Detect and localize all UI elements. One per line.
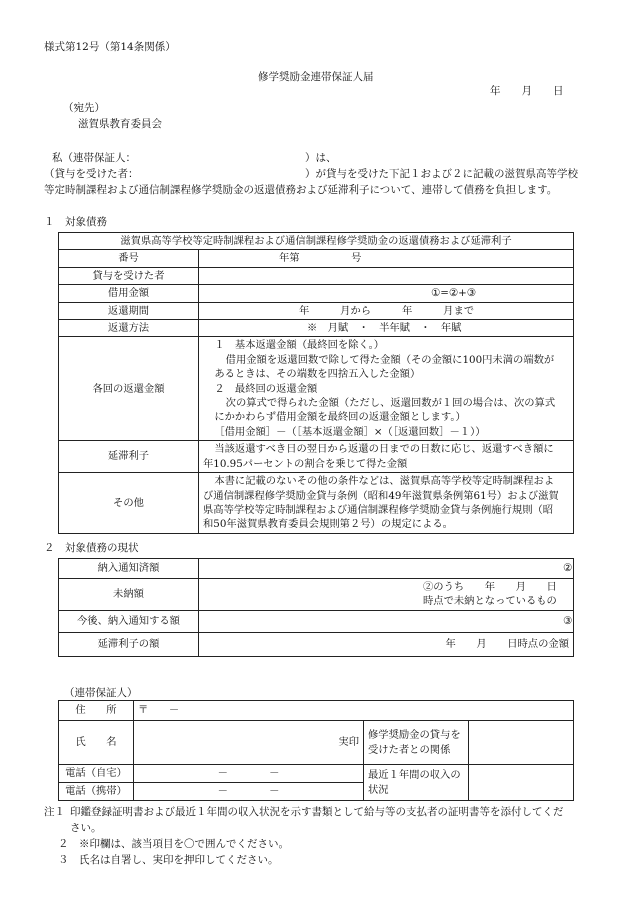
date-field: 年 月 日 [490,85,564,97]
section2-heading: ２ 対象債務の現状 [44,542,139,554]
phone-home-label: 電話（自宅） [59,765,134,783]
number-value: 年第 号 [199,250,574,267]
interest-line-2: 年10.95パーセントの割合を乗じて得た金額 [203,457,408,470]
relation-value [469,721,574,765]
income-value [469,765,574,801]
addressee: 滋賀県教育委員会 [78,118,162,130]
paid-value: ② [199,559,574,579]
interest-amount-label: 延滞利子の額 [59,632,199,656]
each-line-3: あるときは、その端数を四捨五入した金額） [214,368,421,381]
interest-detail [199,441,574,473]
intro-line3: 等定時制課程および通信制課程修学奨励金の返還債務および延滞利子について、連帯して債務を負担します。 [44,184,558,196]
interest-label: 延滞利子 [59,441,199,473]
each-line-7: ［借用金額］－（［基本返還金額］×（［返還回数］－１）） [214,425,486,438]
note1-prefix: 注１ [44,806,65,818]
each-line-1: １ 基本返還金額（最終回を除く。） [214,339,385,352]
status-table [58,558,574,657]
loan-label: 借用金額 [59,285,199,302]
intro-line1-mid: ）は、 [305,152,337,164]
each-payment-label: 各回の返還金額 [59,337,199,441]
period-label: 返還期間 [59,302,199,319]
other-line-3: 県高等学校等定時制課程および通信制課程修学奨励金貸与条例施行規則（昭 [203,503,554,516]
method-value: ※ 月賦 ・ 半年賦 ・ 年賦 [199,320,574,337]
each-line-6: にかかわらず借用金額を最終回の返還金額とします。） [214,411,466,424]
name-label: 氏 名 [59,721,134,765]
method-label: 返還方法 [59,320,199,337]
interest-line-1: 当該返還すべき日の翌日から返還の日までの日数に応じ、返還すべき額に [214,443,554,456]
intro-line2-text: ）が貸与を受けた下記１および２に記載の滋賀県高等学校 [305,168,578,180]
recipient-label: 貸与を受けた者 [59,267,199,284]
unpaid-line-1: ②のうち 年 月 日 [423,581,557,593]
intro-recipient-label: （貸与を受けた者： [44,168,139,180]
guarantor-heading: （連帯保証人） [64,687,138,699]
unpaid-line-2: 時点で未納となっているもの [423,595,557,608]
name-value [134,721,364,765]
debt-table-title: 滋賀県高等学校等定時制課程および通信制課程修学奨励金の返還債務および延滞利子 [59,233,574,250]
other-label: その他 [59,473,199,534]
unpaid-value [199,579,574,611]
future-label: 今後、納入通知する額 [59,610,199,632]
other-line-1: 本書に記載のないその他の条件などは、滋賀県高等学校等定時制課程およ [214,475,555,488]
future-value: ③ [199,610,574,632]
income-label: 最近１年間の収入の状況 [364,765,469,801]
other-detail [199,473,574,534]
each-line-5: 次の算式で得られた金額（ただし、返還回数が１回の場合は、次の算式 [225,397,556,410]
phone-mobile-label: 電話（携帯） [59,783,134,801]
loan-value: ①=②+③ [199,285,574,302]
each-payment-detail [199,337,574,441]
number-label: 番号 [59,250,199,267]
relation-label: 修学奨励金の貸与を受けた者との関係 [364,721,469,765]
each-line-2: 借用金額を返還回数で除して得た金額（その金額に100円未満の端数が [225,353,555,366]
section1-heading: １ 対象債務 [44,216,107,228]
address-label: 住 所 [59,701,134,721]
seal-mark: 実印 [338,736,359,749]
recipient-value [199,267,574,284]
addressee-prefix: （宛先） [63,102,105,114]
note2: ２ ※印欄は、該当項目を〇で囲んでください。 [58,838,289,850]
paid-label: 納入通知済額 [59,559,199,579]
other-line-4: 和50年滋賀県教育委員会規則第２号）の規定による。 [203,518,453,531]
intro-guarantor-label: 私（連帯保証人： [52,152,136,164]
unpaid-label: 未納額 [59,579,199,611]
note1-line1: 印鑑登録証明書および最近１年間の収入状況を示す書類として給与等の支払者の証明書等を添付してくだ [70,806,564,818]
form-number: 様式第12号（第14条関係） [44,41,176,53]
note3: ３ 氏名は自署し、実印を押印してください。 [58,854,279,866]
each-line-4: ２ 最終回の返還金額 [214,382,318,395]
period-value: 年 月から 年 月まで [199,302,574,319]
guarantor-table [58,700,574,801]
phone-mobile-value: － － [134,783,364,801]
interest-amount-value: 年 月 日時点の金額 [199,632,574,656]
other-line-2: び通信制課程修学奨励金貸与条例（昭和49年滋賀県条例第61号）および滋賀 [203,489,559,502]
page-title: 修学奨励金連帯保証人届 [258,71,374,83]
phone-home-value: － － [134,765,364,783]
address-value: 〒 － [134,701,574,721]
debt-table [58,232,574,534]
note1-line2: さい。 [70,822,102,834]
